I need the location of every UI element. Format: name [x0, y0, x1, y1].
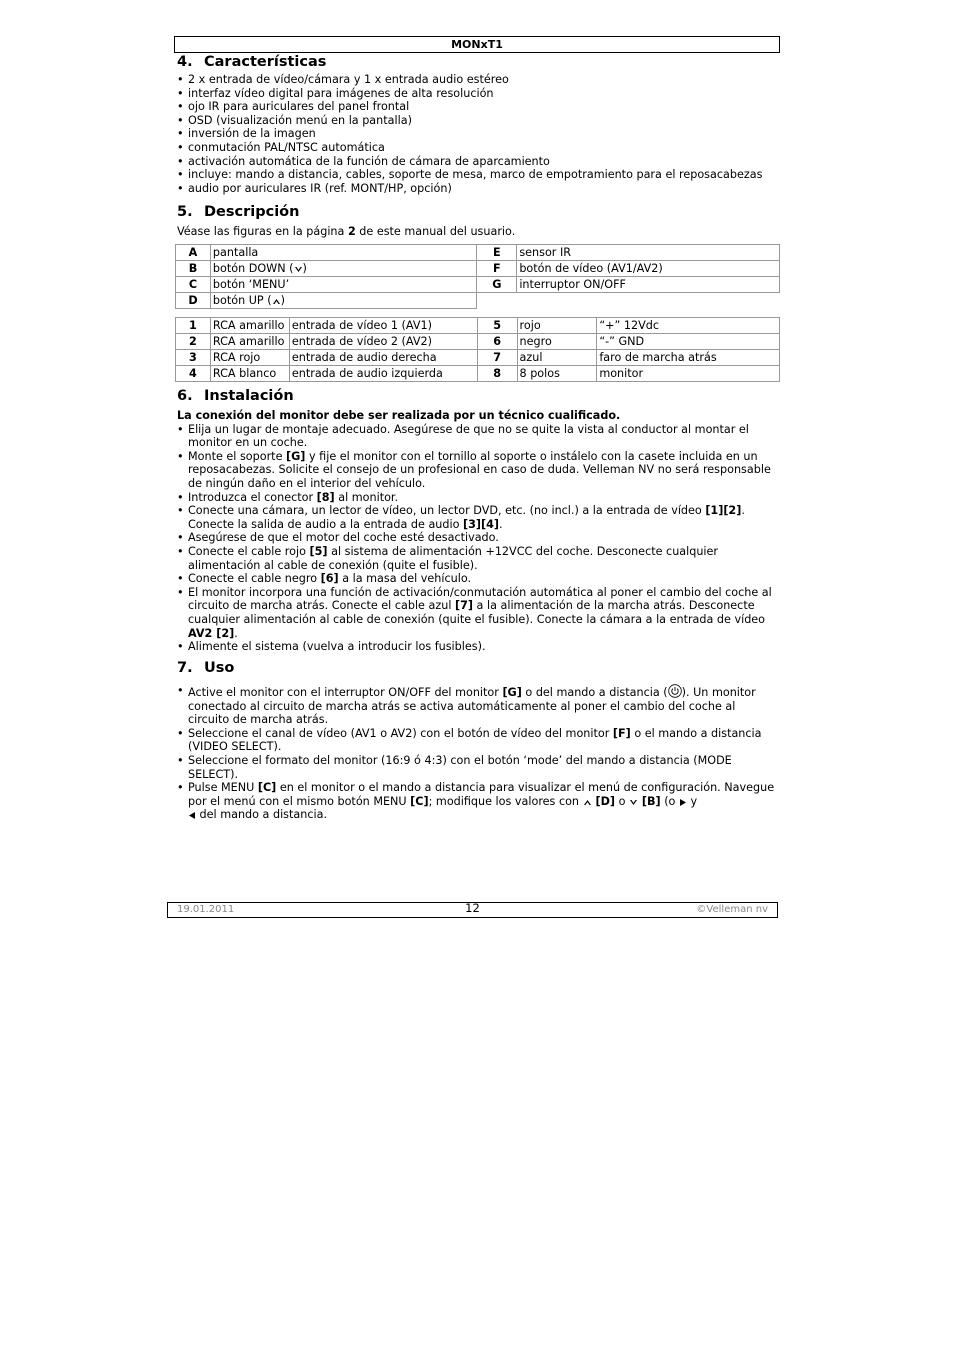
triangle-right-icon [679, 798, 687, 807]
table-row: D botón UP ( ) [176, 293, 780, 309]
connections-table [175, 317, 780, 382]
list-item: • Monte el soporte [G] y fije el monitor con el tornillo al soporte o instálelo con la casete incluida en un reposacabezas. Solicite el consejo de un profesional en caso de duda. Velleman NV no será responsable de ningún daño en el interior del vehículo. [177, 450, 777, 491]
list-item: • Alimente el sistema (vuelva a introducir los fusibles). [177, 640, 777, 654]
table-row: 2 RCA amarillo entrada de vídeo 2 (AV2) 6 negro “-” GND [176, 334, 780, 350]
list-item: • inversión de la imagen [177, 127, 777, 141]
page-footer [167, 902, 778, 918]
table-row: 4 RCA blanco entrada de audio izquierda 8 8 polos monitor [176, 366, 780, 382]
list-item: • El monitor incorpora una función de activación/conmutación automática al poner el cambio del coche al circuito de marcha atrás. Conecte el cable azul [7] a la alimentación de la marcha atrás. Desconecte cualquier alimentación al cable de conexión (quite el fusible). Conecte la cámara a la entrada de vídeo AV2 [2]. [177, 586, 777, 640]
table-row: 3 RCA rojo entrada de audio derecha 7 azul faro de marcha atrás [176, 350, 780, 366]
section-instalacion [177, 387, 777, 654]
table-row: C botón ‘MENU’ G interruptor ON/OFF [176, 277, 780, 293]
list-item: • audio por auriculares IR (ref. MONT/HP, opción) [177, 182, 777, 196]
list-item: • Asegúrese de que el motor del coche esté desactivado. [177, 531, 777, 545]
table-row: 1 RCA amarillo entrada de vídeo 1 (AV1) 5 rojo “+” 12Vdc [176, 318, 780, 334]
list-item: • incluye: mando a distancia, cables, soporte de mesa, marco de empotramiento para el reposacabezas [177, 168, 777, 182]
section-caracteristicas [177, 53, 777, 195]
list-item: • Conecte el cable rojo [5] al sistema de alimentación +12VCC del coche. Desconecte cualquier alimentación al cable de conexión (quite el fusible). [177, 545, 777, 572]
list-item: • conmutación PAL/NTSC automática [177, 141, 777, 155]
section-descripcion [177, 203, 777, 239]
list-item: • Elija un lugar de montaje adecuado. Asegúrese de que no se quite la vista al conductor al montar el monitor en un coche. [177, 423, 777, 450]
chevron-up-icon [272, 297, 281, 306]
list-item: • Seleccione el canal de vídeo (AV1 o AV2) con el botón de vídeo del monitor [F] o el mando a distancia (VIDEO SELECT). [177, 727, 777, 754]
features-list [177, 73, 777, 195]
list-item: • 2 x entrada de vídeo/cámara y 1 x entrada audio estéreo [177, 73, 777, 87]
chevron-down-icon [629, 798, 638, 807]
section-title: 6. Instalación [177, 388, 294, 404]
list-item: • activación automática de la función de cámara de aparcamiento [177, 155, 777, 169]
usage-list [177, 684, 777, 822]
table-row: B botón DOWN ( ) F botón de vídeo (AV1/AV2) [176, 261, 780, 277]
footer-date: 19.01.2011 [177, 904, 235, 915]
parts-table [175, 244, 780, 309]
list-item: • Introduzca el conector [8] al monitor. [177, 491, 777, 505]
page-number: 12 [465, 901, 480, 915]
footer-copyright: ©Velleman nv [696, 904, 768, 915]
list-item: • OSD (visualización menú en la pantalla) [177, 114, 777, 128]
intro-text: Véase las figuras en la página 2 de este manual del usuario. [177, 225, 516, 238]
triangle-left-icon [188, 811, 196, 820]
section-title: 7. Uso [177, 660, 235, 676]
table-row: A pantalla E sensor IR [176, 245, 780, 261]
section-uso [177, 659, 777, 822]
list-item: • Active el monitor con el interruptor ON/OFF del monitor [G] o del mando a distancia ( ). Un monitor conectado al circuito de marcha atrás se activa automáticamente al poner el cambio del coche al circuito de marcha atrás. [177, 684, 777, 727]
model-name: MONxT1 [451, 38, 503, 51]
list-item: • Seleccione el formato del monitor (16:9 ó 4:3) con el botón ‘mode’ del mando a distancia (MODE SELECT). [177, 754, 777, 781]
warning-text: La conexión del monitor debe ser realizada por un técnico cualificado. [177, 409, 621, 422]
list-item: • interfaz vídeo digital para imágenes de alta resolución [177, 87, 777, 101]
list-item: • ojo IR para auriculares del panel frontal [177, 100, 777, 114]
list-item: • Conecte una cámara, un lector de vídeo, un lector DVD, etc. (no incl.) a la entrada de vídeo [1][2]. Conecte la salida de audio a la entrada de audio [3][4]. [177, 504, 777, 531]
chevron-down-icon [294, 265, 303, 274]
chevron-up-icon [583, 798, 592, 807]
power-icon [668, 684, 682, 698]
install-list [177, 423, 777, 654]
page-header [174, 36, 780, 53]
list-item: • Conecte el cable negro [6] a la masa del vehículo. [177, 572, 777, 586]
section-title: 4. Características [177, 54, 327, 70]
section-title: 5. Descripción [177, 204, 300, 220]
list-item: • Pulse MENU [C] en el monitor o el mando a distancia para visualizar el menú de configuración. Navegue por el menú con el mismo botón MENU [C]; modifique los valores con [D] o [B] (o y del mando a distancia. [177, 781, 777, 822]
